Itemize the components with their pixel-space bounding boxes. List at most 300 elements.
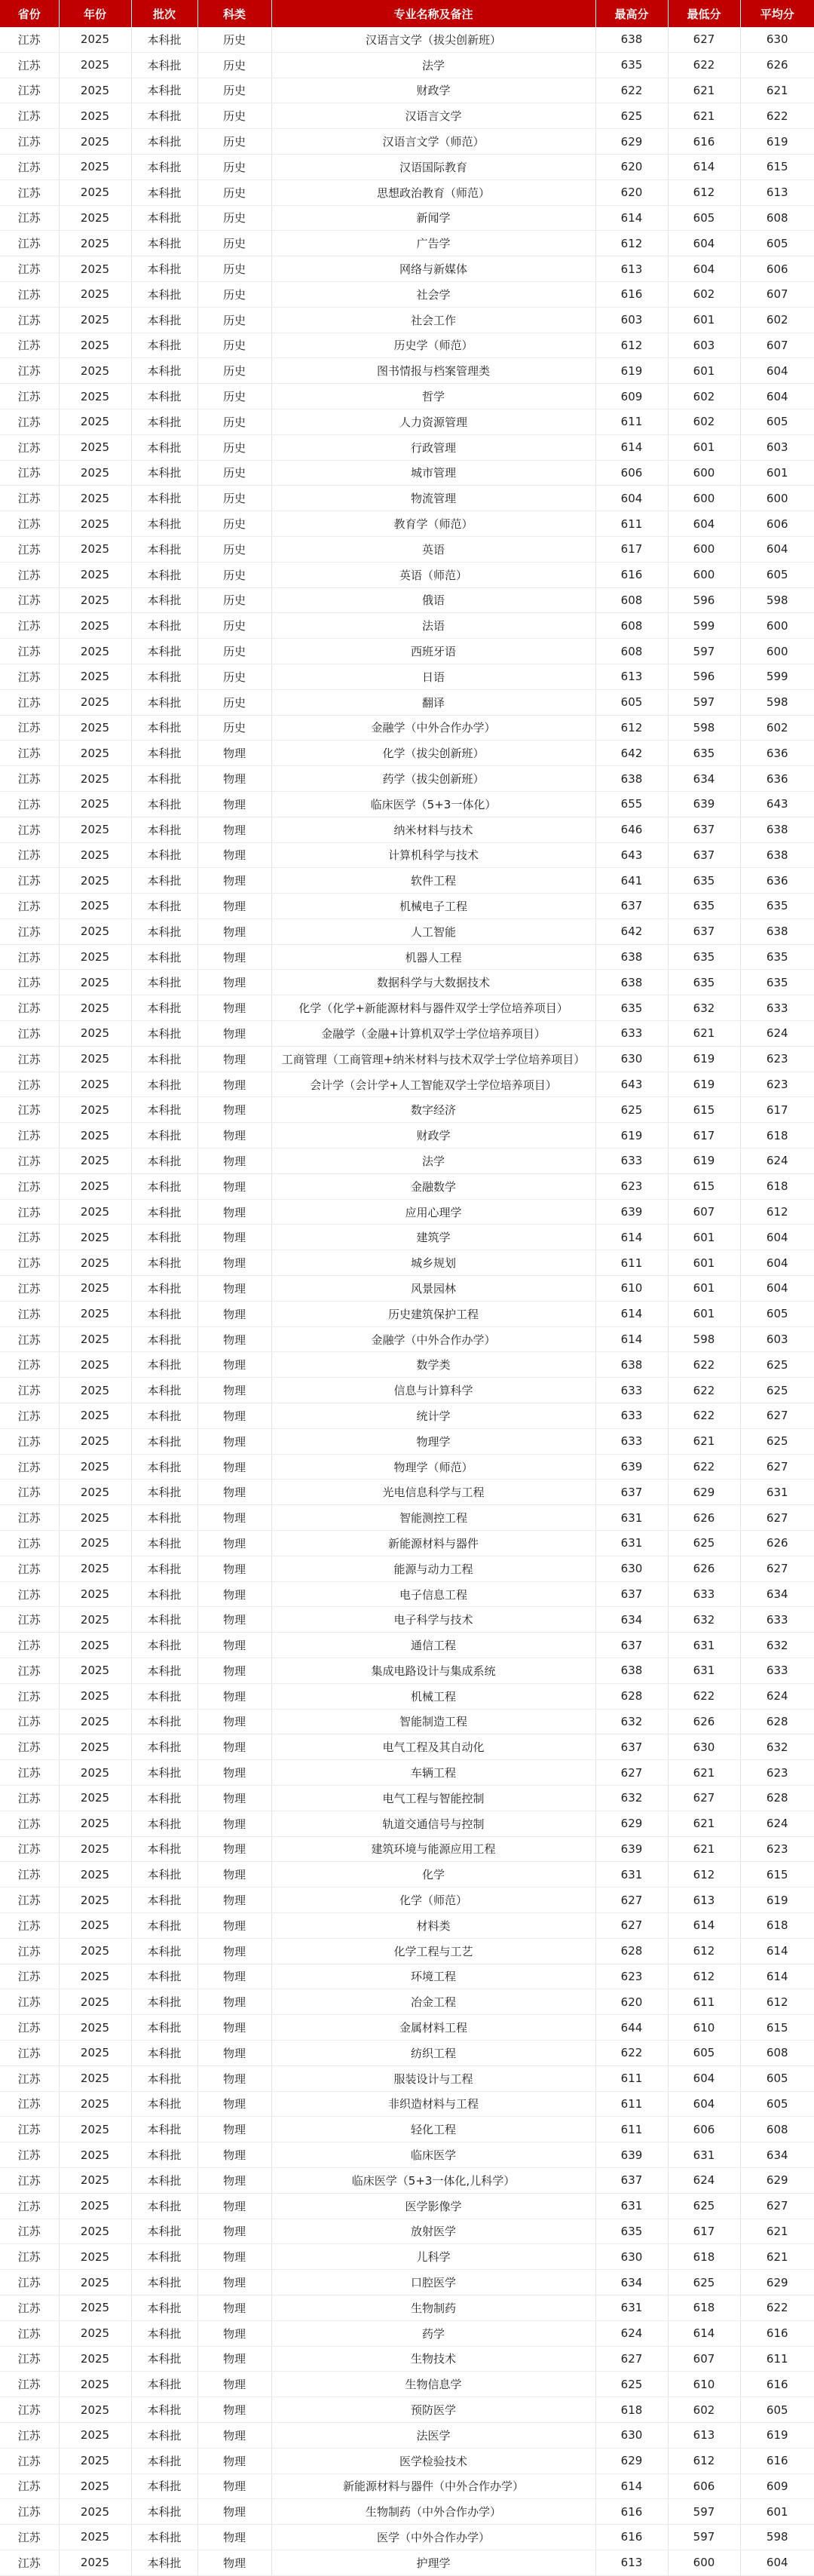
cell-min-score: 598 (668, 1326, 740, 1352)
table-row (0, 1581, 814, 1607)
cell-min-score: 621 (668, 1760, 740, 1786)
cell-avg-score: 624 (740, 1683, 814, 1709)
table-row (0, 1734, 814, 1760)
cell-category: 物理 (197, 2448, 271, 2473)
cell-max-score: 629 (595, 1811, 668, 1836)
cell-max-score: 642 (595, 741, 668, 766)
cell-avg-score: 618 (740, 1912, 814, 1938)
cell-avg-score: 622 (740, 2295, 814, 2320)
cell-batch: 本科批 (131, 1046, 197, 1072)
cell-batch: 本科批 (131, 2270, 197, 2295)
cell-province: 江苏 (0, 27, 59, 52)
cell-min-score: 634 (668, 766, 740, 792)
cell-province: 江苏 (0, 1454, 59, 1480)
cell-category: 物理 (197, 1072, 271, 1097)
cell-avg-score: 609 (740, 2473, 814, 2499)
cell-min-score: 618 (668, 2295, 740, 2320)
cell-min-score: 633 (668, 1581, 740, 1607)
cell-max-score: 620 (595, 154, 668, 179)
cell-min-score: 596 (668, 587, 740, 613)
cell-province: 江苏 (0, 1862, 59, 1888)
cell-min-score: 622 (668, 1403, 740, 1429)
cell-max-score: 639 (595, 1454, 668, 1480)
table-row (0, 868, 814, 894)
cell-min-score: 602 (668, 384, 740, 409)
table-row (0, 842, 814, 868)
table-row (0, 613, 814, 639)
cell-major: 金融学（中外合作办学） (271, 715, 595, 741)
cell-major: 社会学 (271, 281, 595, 307)
cell-batch: 本科批 (131, 1633, 197, 1658)
cell-year: 2025 (59, 1173, 131, 1199)
cell-min-score: 597 (668, 2499, 740, 2525)
cell-province: 江苏 (0, 78, 59, 103)
table-row (0, 2448, 814, 2473)
cell-major: 历史学（师范） (271, 333, 595, 358)
cell-batch: 本科批 (131, 486, 197, 511)
cell-category: 物理 (197, 1403, 271, 1429)
cell-min-score: 622 (668, 1378, 740, 1403)
cell-min-score: 604 (668, 511, 740, 537)
cell-major: 物流管理 (271, 486, 595, 511)
cell-avg-score: 598 (740, 587, 814, 613)
cell-major: 冶金工程 (271, 1989, 595, 2015)
cell-batch: 本科批 (131, 689, 197, 715)
cell-batch: 本科批 (131, 1734, 197, 1760)
cell-year: 2025 (59, 52, 131, 78)
cell-province: 江苏 (0, 1912, 59, 1938)
cell-major: 工商管理（工商管理+纳米材料与技术双学士学位培养项目） (271, 1046, 595, 1072)
cell-year: 2025 (59, 536, 131, 562)
cell-batch: 本科批 (131, 842, 197, 868)
table-row (0, 639, 814, 664)
cell-province: 江苏 (0, 1276, 59, 1302)
cell-batch: 本科批 (131, 281, 197, 307)
cell-major: 人力资源管理 (271, 409, 595, 434)
cell-province: 江苏 (0, 2091, 59, 2117)
cell-max-score: 637 (595, 1581, 668, 1607)
cell-major: 环境工程 (271, 1964, 595, 1989)
cell-year: 2025 (59, 511, 131, 537)
cell-avg-score: 624 (740, 1811, 814, 1836)
column-header-max-score: 最高分 (595, 0, 668, 27)
cell-major: 历史建筑保护工程 (271, 1301, 595, 1326)
cell-avg-score: 616 (740, 2372, 814, 2397)
cell-major: 信息与计算科学 (271, 1378, 595, 1403)
cell-min-score: 617 (668, 2219, 740, 2244)
column-header-year: 年份 (59, 0, 131, 27)
cell-avg-score: 608 (740, 2040, 814, 2065)
cell-max-score: 612 (595, 333, 668, 358)
cell-max-score: 633 (595, 1428, 668, 1454)
cell-major: 医学影像学 (271, 2193, 595, 2219)
cell-category: 物理 (197, 2244, 271, 2270)
cell-min-score: 604 (668, 256, 740, 282)
cell-province: 江苏 (0, 1836, 59, 1862)
cell-max-score: 627 (595, 1888, 668, 1913)
cell-major: 生物制药 (271, 2295, 595, 2320)
cell-year: 2025 (59, 1250, 131, 1276)
cell-batch: 本科批 (131, 1225, 197, 1250)
cell-year: 2025 (59, 2473, 131, 2499)
table-row (0, 1276, 814, 1302)
cell-min-score: 622 (668, 1352, 740, 1378)
cell-max-score: 638 (595, 1352, 668, 1378)
cell-max-score: 616 (595, 2499, 668, 2525)
cell-batch: 本科批 (131, 2219, 197, 2244)
cell-province: 江苏 (0, 613, 59, 639)
cell-batch: 本科批 (131, 2473, 197, 2499)
cell-batch: 本科批 (131, 409, 197, 434)
cell-province: 江苏 (0, 918, 59, 944)
table-row (0, 894, 814, 919)
cell-category: 物理 (197, 1173, 271, 1199)
cell-min-score: 627 (668, 1785, 740, 1811)
cell-category: 历史 (197, 358, 271, 384)
cell-avg-score: 601 (740, 2499, 814, 2525)
cell-avg-score: 598 (740, 2525, 814, 2550)
cell-year: 2025 (59, 1378, 131, 1403)
cell-avg-score: 612 (740, 1989, 814, 2015)
cell-max-score: 625 (595, 1097, 668, 1123)
cell-min-score: 627 (668, 27, 740, 52)
cell-batch: 本科批 (131, 1378, 197, 1403)
cell-category: 物理 (197, 1964, 271, 1989)
table-row (0, 205, 814, 231)
cell-min-score: 597 (668, 2525, 740, 2550)
cell-category: 物理 (197, 1709, 271, 1734)
cell-max-score: 633 (595, 1148, 668, 1174)
cell-year: 2025 (59, 613, 131, 639)
cell-avg-score: 619 (740, 129, 814, 155)
cell-batch: 本科批 (131, 205, 197, 231)
cell-avg-score: 629 (740, 2167, 814, 2193)
cell-min-score: 611 (668, 1989, 740, 2015)
cell-category: 历史 (197, 231, 271, 256)
cell-year: 2025 (59, 1276, 131, 1302)
cell-batch: 本科批 (131, 1531, 197, 1556)
cell-batch: 本科批 (131, 333, 197, 358)
cell-category: 物理 (197, 2397, 271, 2423)
cell-min-score: 599 (668, 613, 740, 639)
cell-year: 2025 (59, 409, 131, 434)
cell-avg-score: 638 (740, 842, 814, 868)
cell-avg-score: 622 (740, 103, 814, 129)
cell-max-score: 619 (595, 1123, 668, 1148)
cell-major: 化学工程与工艺 (271, 1938, 595, 1964)
cell-batch: 本科批 (131, 715, 197, 741)
cell-province: 江苏 (0, 1709, 59, 1734)
cell-category: 历史 (197, 129, 271, 155)
cell-province: 江苏 (0, 1123, 59, 1148)
cell-year: 2025 (59, 2346, 131, 2372)
cell-max-score: 643 (595, 1072, 668, 1097)
cell-major: 临床医学（5+3一体化） (271, 791, 595, 817)
cell-max-score: 611 (595, 2091, 668, 2117)
cell-avg-score: 616 (740, 2448, 814, 2473)
cell-batch: 本科批 (131, 256, 197, 282)
cell-category: 物理 (197, 2473, 271, 2499)
cell-avg-score: 625 (740, 1352, 814, 1378)
cell-major: 放射医学 (271, 2219, 595, 2244)
cell-category: 物理 (197, 2499, 271, 2525)
cell-avg-score: 623 (740, 1836, 814, 1862)
cell-avg-score: 627 (740, 1403, 814, 1429)
cell-batch: 本科批 (131, 2550, 197, 2575)
cell-major: 电子信息工程 (271, 1581, 595, 1607)
table-row (0, 1912, 814, 1938)
cell-min-score: 622 (668, 1454, 740, 1480)
cell-category: 物理 (197, 868, 271, 894)
cell-year: 2025 (59, 1225, 131, 1250)
cell-province: 江苏 (0, 2346, 59, 2372)
cell-batch: 本科批 (131, 1072, 197, 1097)
cell-min-score: 612 (668, 2448, 740, 2473)
table-row (0, 2091, 814, 2117)
cell-province: 江苏 (0, 205, 59, 231)
cell-major: 轨道交通信号与控制 (271, 1811, 595, 1836)
cell-province: 江苏 (0, 1250, 59, 1276)
cell-province: 江苏 (0, 536, 59, 562)
cell-province: 江苏 (0, 1888, 59, 1913)
cell-batch: 本科批 (131, 2422, 197, 2448)
table-row (0, 434, 814, 460)
cell-batch: 本科批 (131, 2525, 197, 2550)
cell-year: 2025 (59, 1607, 131, 1633)
cell-major: 物理学 (271, 1428, 595, 1454)
cell-min-score: 617 (668, 1123, 740, 1148)
cell-category: 物理 (197, 2142, 271, 2168)
cell-avg-score: 603 (740, 1326, 814, 1352)
cell-category: 物理 (197, 2422, 271, 2448)
cell-major: 预防医学 (271, 2397, 595, 2423)
cell-max-score: 618 (595, 2397, 668, 2423)
cell-avg-score: 619 (740, 1888, 814, 1913)
cell-province: 江苏 (0, 2473, 59, 2499)
cell-year: 2025 (59, 2372, 131, 2397)
cell-year: 2025 (59, 970, 131, 995)
cell-max-score: 637 (595, 1480, 668, 1505)
cell-batch: 本科批 (131, 2065, 197, 2091)
cell-year: 2025 (59, 1428, 131, 1454)
cell-province: 江苏 (0, 664, 59, 689)
table-row (0, 1888, 814, 1913)
cell-min-score: 614 (668, 1912, 740, 1938)
column-header-category: 科类 (197, 0, 271, 27)
cell-max-score: 614 (595, 205, 668, 231)
cell-province: 江苏 (0, 1097, 59, 1123)
table-row (0, 664, 814, 689)
cell-batch: 本科批 (131, 1938, 197, 1964)
cell-max-score: 638 (595, 27, 668, 52)
cell-major: 新能源材料与器件 (271, 1531, 595, 1556)
table-header-row (0, 0, 814, 27)
cell-max-score: 614 (595, 1301, 668, 1326)
cell-max-score: 613 (595, 256, 668, 282)
cell-avg-score: 604 (740, 1250, 814, 1276)
cell-max-score: 616 (595, 2525, 668, 2550)
cell-major: 法学 (271, 1148, 595, 1174)
cell-major: 车辆工程 (271, 1760, 595, 1786)
cell-min-score: 612 (668, 1964, 740, 1989)
cell-year: 2025 (59, 2015, 131, 2041)
cell-province: 江苏 (0, 894, 59, 919)
cell-province: 江苏 (0, 358, 59, 384)
cell-avg-score: 631 (740, 1480, 814, 1505)
cell-max-score: 637 (595, 1734, 668, 1760)
cell-year: 2025 (59, 1199, 131, 1225)
cell-min-score: 624 (668, 2167, 740, 2193)
cell-major: 思想政治教育（师范） (271, 179, 595, 205)
cell-major: 医学（中外合作办学） (271, 2525, 595, 2550)
cell-year: 2025 (59, 384, 131, 409)
cell-major: 翻译 (271, 689, 595, 715)
cell-max-score: 614 (595, 1225, 668, 1250)
cell-max-score: 632 (595, 1709, 668, 1734)
cell-max-score: 613 (595, 664, 668, 689)
table-row (0, 129, 814, 155)
table-row (0, 1811, 814, 1836)
cell-year: 2025 (59, 766, 131, 792)
cell-batch: 本科批 (131, 1556, 197, 1581)
cell-batch: 本科批 (131, 868, 197, 894)
cell-major: 口腔医学 (271, 2270, 595, 2295)
cell-year: 2025 (59, 1480, 131, 1505)
cell-category: 物理 (197, 2167, 271, 2193)
cell-category: 物理 (197, 894, 271, 919)
cell-avg-score: 628 (740, 1709, 814, 1734)
cell-batch: 本科批 (131, 358, 197, 384)
cell-avg-score: 615 (740, 2015, 814, 2041)
cell-batch: 本科批 (131, 78, 197, 103)
cell-category: 物理 (197, 1352, 271, 1378)
cell-max-score: 637 (595, 1633, 668, 1658)
table-row (0, 2193, 814, 2219)
cell-min-score: 607 (668, 2346, 740, 2372)
cell-batch: 本科批 (131, 2040, 197, 2065)
cell-province: 江苏 (0, 1046, 59, 1072)
table-row (0, 741, 814, 766)
cell-min-score: 600 (668, 562, 740, 587)
cell-major: 西班牙语 (271, 639, 595, 664)
cell-avg-score: 600 (740, 613, 814, 639)
cell-major: 人工智能 (271, 918, 595, 944)
table-row (0, 1505, 814, 1531)
cell-max-score: 641 (595, 868, 668, 894)
cell-max-score: 630 (595, 2422, 668, 2448)
table-row (0, 1556, 814, 1581)
cell-min-score: 610 (668, 2015, 740, 2041)
cell-province: 江苏 (0, 741, 59, 766)
cell-batch: 本科批 (131, 1199, 197, 1225)
cell-max-score: 603 (595, 307, 668, 333)
cell-batch: 本科批 (131, 944, 197, 970)
column-header-major: 专业名称及备注 (271, 0, 595, 27)
table-row (0, 179, 814, 205)
table-row (0, 1173, 814, 1199)
cell-category: 历史 (197, 689, 271, 715)
cell-province: 江苏 (0, 1531, 59, 1556)
cell-category: 物理 (197, 1760, 271, 1786)
cell-batch: 本科批 (131, 154, 197, 179)
cell-avg-score: 638 (740, 918, 814, 944)
cell-max-score: 609 (595, 384, 668, 409)
cell-major: 新能源材料与器件（中外合作办学） (271, 2473, 595, 2499)
cell-year: 2025 (59, 689, 131, 715)
cell-major: 金融学（中外合作办学） (271, 1326, 595, 1352)
cell-avg-score: 603 (740, 434, 814, 460)
cell-province: 江苏 (0, 2448, 59, 2473)
cell-avg-score: 627 (740, 1454, 814, 1480)
cell-avg-score: 605 (740, 2065, 814, 2091)
cell-max-score: 637 (595, 894, 668, 919)
cell-province: 江苏 (0, 333, 59, 358)
cell-category: 历史 (197, 384, 271, 409)
cell-category: 物理 (197, 2372, 271, 2397)
cell-min-score: 635 (668, 944, 740, 970)
cell-min-score: 619 (668, 1072, 740, 1097)
cell-major: 智能制造工程 (271, 1709, 595, 1734)
cell-province: 江苏 (0, 1378, 59, 1403)
cell-major: 汉语言文学（师范） (271, 129, 595, 155)
cell-max-score: 642 (595, 918, 668, 944)
table-row (0, 460, 814, 486)
cell-min-score: 635 (668, 741, 740, 766)
cell-year: 2025 (59, 2117, 131, 2142)
cell-max-score: 639 (595, 1836, 668, 1862)
cell-province: 江苏 (0, 2040, 59, 2065)
table-row (0, 256, 814, 282)
table-row (0, 281, 814, 307)
cell-batch: 本科批 (131, 1836, 197, 1862)
cell-year: 2025 (59, 1123, 131, 1148)
cell-category: 物理 (197, 2065, 271, 2091)
cell-batch: 本科批 (131, 2346, 197, 2372)
cell-batch: 本科批 (131, 1403, 197, 1429)
cell-avg-score: 607 (740, 281, 814, 307)
cell-min-score: 625 (668, 2193, 740, 2219)
cell-major: 轻化工程 (271, 2117, 595, 2142)
cell-avg-score: 601 (740, 460, 814, 486)
cell-major: 英语 (271, 536, 595, 562)
cell-province: 江苏 (0, 486, 59, 511)
cell-category: 物理 (197, 1938, 271, 1964)
cell-province: 江苏 (0, 2117, 59, 2142)
cell-year: 2025 (59, 995, 131, 1021)
cell-province: 江苏 (0, 307, 59, 333)
cell-year: 2025 (59, 2040, 131, 2065)
cell-avg-score: 604 (740, 384, 814, 409)
cell-batch: 本科批 (131, 2295, 197, 2320)
table-row (0, 995, 814, 1021)
cell-major: 药学 (271, 2320, 595, 2346)
cell-max-score: 610 (595, 1276, 668, 1302)
cell-major: 行政管理 (271, 434, 595, 460)
table-row (0, 817, 814, 842)
cell-max-score: 605 (595, 689, 668, 715)
cell-max-score: 630 (595, 2244, 668, 2270)
cell-batch: 本科批 (131, 1123, 197, 1148)
cell-category: 历史 (197, 511, 271, 537)
cell-avg-score: 605 (740, 409, 814, 434)
cell-batch: 本科批 (131, 536, 197, 562)
cell-category: 物理 (197, 1607, 271, 1633)
cell-year: 2025 (59, 715, 131, 741)
cell-max-score: 622 (595, 78, 668, 103)
cell-max-score: 634 (595, 1607, 668, 1633)
cell-major: 临床医学（5+3一体化,儿科学） (271, 2167, 595, 2193)
cell-category: 物理 (197, 2193, 271, 2219)
